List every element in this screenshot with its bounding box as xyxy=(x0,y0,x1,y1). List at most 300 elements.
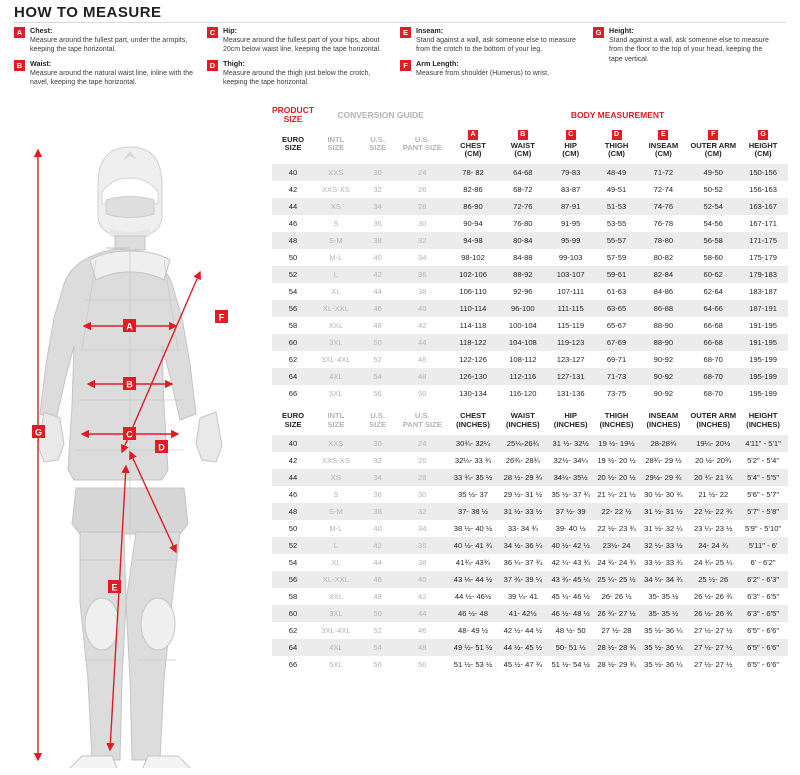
cell-value: 31 ½- 33 ½ xyxy=(503,506,543,516)
legend-badge-icon: F xyxy=(400,60,411,71)
cm-cell-5-4 xyxy=(447,249,499,266)
cell-value: 48 xyxy=(373,591,382,601)
cm-cell-10-6 xyxy=(547,334,595,351)
cell-value: 110-114 xyxy=(459,304,487,314)
in-cell-5-9 xyxy=(688,520,738,537)
cm-cell-13-9 xyxy=(688,385,738,402)
column-label: U.S. PANT SIZE xyxy=(402,411,442,429)
cell-value: XXL xyxy=(328,321,344,331)
in-cell-1-3 xyxy=(397,452,447,469)
legend-badge-icon: B xyxy=(14,60,25,71)
cell-value: 6'3" - 6'5" xyxy=(747,608,780,618)
cell-value: 64-66 xyxy=(703,304,723,314)
cm-cell-4-9 xyxy=(688,232,738,249)
cm-cell-13-4 xyxy=(447,385,499,402)
cm-cell-4-0 xyxy=(272,232,314,249)
cell-value: 43 ¼- 44 ½ xyxy=(453,574,493,584)
cm-cell-12-4 xyxy=(447,368,499,385)
cell-value: 50 xyxy=(373,338,382,348)
in-cell-7-5 xyxy=(499,554,547,571)
cell-value: 80-84 xyxy=(513,236,533,246)
cell-value: 19¼- 20½ xyxy=(696,438,731,448)
cell-value: 62-64 xyxy=(703,287,723,297)
in-cell-4-6 xyxy=(547,503,595,520)
in-cell-4-9 xyxy=(688,503,738,520)
cm-cell-5-5 xyxy=(499,249,547,266)
cell-value: 42 xyxy=(373,270,382,280)
cell-value: 80-82 xyxy=(653,253,674,263)
in-cell-0-10 xyxy=(738,435,788,452)
in-cell-2-7 xyxy=(595,469,639,486)
cell-value: 50 xyxy=(288,253,298,263)
in-cell-7-7 xyxy=(595,554,639,571)
legend-term: Height: xyxy=(609,26,634,35)
cell-value: 62 xyxy=(288,625,298,635)
in-cell-10-10 xyxy=(738,605,788,622)
legend-description: Stand against a wall, ask someone else to measure from the crotch to the bottom of your leg. xyxy=(416,37,576,54)
cell-value: 72-76 xyxy=(513,202,533,212)
in-cell-6-5 xyxy=(499,537,547,554)
cell-value: 33 ¾- 35 ½ xyxy=(453,472,493,482)
cell-value: 126-130 xyxy=(459,372,487,382)
cell-value: 58 xyxy=(288,321,298,331)
table-row xyxy=(272,385,788,402)
cell-value: 37 ¾- 39 ¼ xyxy=(503,574,543,584)
in-cell-13-9 xyxy=(688,656,738,673)
cell-value: 72-74 xyxy=(653,185,674,195)
table-row xyxy=(272,300,788,317)
cell-value: 46 xyxy=(288,219,298,229)
legend-column xyxy=(207,26,400,92)
in-cell-12-6 xyxy=(547,639,595,656)
cell-value: 38 ½- 40 ½ xyxy=(453,523,493,533)
in-cell-13-1 xyxy=(314,656,358,673)
cell-value: 6'5" - 6'6" xyxy=(747,659,780,669)
cell-value: 35 ½- 36 ¼ xyxy=(644,659,683,669)
cell-value: 46 xyxy=(418,355,427,365)
cm-cell-9-5 xyxy=(499,317,547,334)
in-cell-1-6 xyxy=(547,452,595,469)
cell-value: XS xyxy=(330,202,341,212)
column-label: HEIGHT (INCHES) xyxy=(746,411,780,429)
cell-value: M-L xyxy=(329,253,343,263)
in-cell-7-2 xyxy=(358,554,398,571)
in-cell-8-7 xyxy=(595,571,639,588)
cm-cell-11-4 xyxy=(447,351,499,368)
cell-value: 32 xyxy=(418,236,427,246)
cm-cell-7-8 xyxy=(638,283,688,300)
mannequin-figure xyxy=(10,100,260,768)
cm-cell-13-0 xyxy=(272,385,314,402)
cm-cell-6-8 xyxy=(638,266,688,283)
cm-cell-3-6 xyxy=(547,215,595,232)
helmet-illustration xyxy=(98,147,162,240)
in-cell-11-7 xyxy=(595,622,639,639)
cell-value: 42 xyxy=(288,185,298,195)
cell-value: 88-90 xyxy=(653,338,674,348)
cell-value: 4XL xyxy=(329,642,343,652)
cell-value: 38 xyxy=(418,557,427,567)
cell-value: 51-53 xyxy=(606,202,627,212)
in-cell-8-9 xyxy=(688,571,738,588)
in-cell-0-6 xyxy=(547,435,595,452)
cell-value: 19 ½- 19½ xyxy=(598,438,635,448)
size-tables xyxy=(272,104,788,673)
cell-value: 52 xyxy=(373,625,382,635)
cell-value: 40 xyxy=(418,574,427,584)
cm-cell-4-6 xyxy=(547,232,595,249)
column-label: THIGH (INCHES) xyxy=(599,411,634,429)
table-row xyxy=(272,283,788,300)
cell-value: 59-61 xyxy=(606,270,627,280)
cell-value: 32½- 34¼ xyxy=(553,455,588,465)
in-cell-9-8 xyxy=(638,588,688,605)
cm-cell-5-3 xyxy=(397,249,447,266)
table-header-row xyxy=(272,408,788,434)
legend-description: Stand against a wall, ask someone else to measure from the floor to the top of your head, keeping the tape vertical. xyxy=(609,37,769,63)
in-cell-9-1 xyxy=(314,588,358,605)
legend-item-e xyxy=(400,26,583,55)
cell-value: 44 xyxy=(373,287,382,297)
legend-badge-icon: G xyxy=(593,27,604,38)
cm-cell-5-6 xyxy=(547,249,595,266)
cm-cell-4-2 xyxy=(358,232,398,249)
page-title: HOW TO MEASURE xyxy=(14,4,162,21)
cm-cell-5-7 xyxy=(595,249,639,266)
cm-cell-0-10 xyxy=(738,164,788,181)
cell-value: 68-70 xyxy=(703,389,723,399)
cm-cell-8-7 xyxy=(595,300,639,317)
in-cell-11-2 xyxy=(358,622,398,639)
cm-cell-4-8 xyxy=(638,232,688,249)
table-row xyxy=(272,639,788,656)
cell-value: 107-111 xyxy=(557,287,585,297)
in-cell-11-1 xyxy=(314,622,358,639)
cell-value: 46 ½- 48 ½ xyxy=(551,608,590,618)
in-cell-1-7 xyxy=(595,452,639,469)
in-header-col-0 xyxy=(272,408,314,434)
in-cell-2-3 xyxy=(397,469,447,486)
cell-value: 3XL xyxy=(329,338,343,348)
svg-text:E: E xyxy=(111,582,118,593)
cm-cell-2-5 xyxy=(499,198,547,215)
cm-cell-2-2 xyxy=(358,198,398,215)
cell-value: 35- 35 ½ xyxy=(648,591,679,601)
in-cell-10-7 xyxy=(595,605,639,622)
cm-cell-11-3 xyxy=(397,351,447,368)
measurement-legend xyxy=(14,26,786,92)
in-cell-4-10 xyxy=(738,503,788,520)
cm-cell-2-8 xyxy=(638,198,688,215)
cell-value: 191-195 xyxy=(749,338,777,348)
in-cell-2-10 xyxy=(738,469,788,486)
cm-cell-3-8 xyxy=(638,215,688,232)
cm-cell-10-10 xyxy=(738,334,788,351)
cell-value: 60-62 xyxy=(703,270,723,280)
cm-cell-2-0 xyxy=(272,198,314,215)
cm-cell-3-0 xyxy=(272,215,314,232)
cell-value: 36 xyxy=(418,540,427,550)
cell-value: 111-115 xyxy=(557,304,584,314)
legend-description: Measure from shoulder (Humerus) to wrist. xyxy=(416,69,550,77)
cell-value: 106-110 xyxy=(459,287,487,297)
in-cell-12-10 xyxy=(738,639,788,656)
in-cell-2-9 xyxy=(688,469,738,486)
in-cell-9-3 xyxy=(397,588,447,605)
cell-value: XXL xyxy=(328,591,344,601)
cm-cell-1-9 xyxy=(688,181,738,198)
cell-value: 32 xyxy=(373,455,382,465)
cell-value: 26 ¾- 27 ½ xyxy=(597,608,636,618)
cell-value: 37- 38 ½ xyxy=(458,506,488,516)
cell-value: 76-80 xyxy=(513,219,533,229)
in-header-col-2 xyxy=(358,408,398,434)
cell-value: 88-90 xyxy=(653,321,674,331)
cm-cell-10-2 xyxy=(358,334,398,351)
in-cell-13-3 xyxy=(397,656,447,673)
cell-value: 103-107 xyxy=(556,270,585,280)
cell-value: 102-106 xyxy=(459,270,487,280)
cell-value: 56 xyxy=(288,304,298,314)
cm-cell-7-2 xyxy=(358,283,398,300)
in-cell-6-7 xyxy=(595,537,639,554)
cm-cell-12-7 xyxy=(595,368,639,385)
cm-cell-1-10 xyxy=(738,181,788,198)
legend-item-d xyxy=(207,59,390,88)
in-cell-2-8 xyxy=(638,469,688,486)
cell-value: 28¾- 29 ½ xyxy=(645,455,682,465)
cell-value: 131-136 xyxy=(556,389,585,399)
cell-value: 163-167 xyxy=(749,202,777,212)
cell-value: 6'3" - 6'5" xyxy=(747,591,780,601)
in-cell-1-0 xyxy=(272,452,314,469)
legend-description: Measure around the natural waist line, inline with the navel, keeping the tape horizontal. xyxy=(30,69,194,87)
cm-cell-8-4 xyxy=(447,300,499,317)
cell-value: 58-60 xyxy=(703,253,723,263)
in-cell-5-8 xyxy=(638,520,688,537)
cell-value: L xyxy=(333,270,338,280)
in-cell-3-1 xyxy=(314,486,358,503)
in-cell-12-5 xyxy=(499,639,547,656)
in-cell-1-10 xyxy=(738,452,788,469)
in-cell-9-4 xyxy=(447,588,499,605)
cm-cell-2-4 xyxy=(447,198,499,215)
column-label: U.S. SIZE xyxy=(369,411,387,429)
cell-value: 5'9" - 5'10" xyxy=(744,523,782,533)
in-cell-3-8 xyxy=(638,486,688,503)
cell-value: 49 ½- 51 ½ xyxy=(453,642,493,652)
cm-cell-4-5 xyxy=(499,232,547,249)
cell-value: 156-163 xyxy=(749,185,777,195)
cell-value: 57-59 xyxy=(606,253,627,263)
cm-header-col-3 xyxy=(397,126,447,164)
cell-value: 52 xyxy=(288,270,298,280)
cell-value: 34 xyxy=(373,202,382,212)
in-cell-8-2 xyxy=(358,571,398,588)
cm-cell-10-8 xyxy=(638,334,688,351)
legend-column xyxy=(400,26,593,92)
in-cell-7-4 xyxy=(447,554,499,571)
cell-value: 31 ½- 31 ½ xyxy=(644,506,683,516)
cell-value: 28 ½- 28 ¾ xyxy=(597,642,636,652)
cell-value: 84-88 xyxy=(513,253,533,263)
in-header-col-7 xyxy=(595,408,639,434)
cm-cell-7-4 xyxy=(447,283,499,300)
title-divider xyxy=(14,22,786,23)
legend-badge-icon: C xyxy=(207,27,218,38)
in-cell-6-6 xyxy=(547,537,595,554)
cm-cell-1-4 xyxy=(447,181,499,198)
group-header-conversion-guide: CONVERSION GUIDE xyxy=(337,109,424,120)
column-label: EURO SIZE xyxy=(282,411,304,429)
cell-value: 167-171 xyxy=(749,219,777,229)
cell-value: 88-92 xyxy=(513,270,533,280)
cm-cell-9-4 xyxy=(447,317,499,334)
cell-value: 46 xyxy=(288,489,298,499)
cell-value: S xyxy=(333,219,339,229)
cell-value: 76-78 xyxy=(653,219,674,229)
cell-value: 179-183 xyxy=(749,270,777,280)
cell-value: XL xyxy=(331,287,341,297)
cell-value: 66-68 xyxy=(703,338,723,348)
cell-value: 51 ½- 53 ½ xyxy=(453,659,493,669)
column-label: CHEST (CM) xyxy=(460,140,486,159)
cell-value: 54 xyxy=(288,287,298,297)
cm-cell-10-5 xyxy=(499,334,547,351)
cm-cell-12-5 xyxy=(499,368,547,385)
in-cell-3-2 xyxy=(358,486,398,503)
in-cell-10-5 xyxy=(499,605,547,622)
cell-value: 6'5" - 6'6" xyxy=(747,625,780,635)
cell-value: 60 xyxy=(288,338,298,348)
group-header-product-size: PRODUCT SIZE xyxy=(272,105,315,125)
cell-value: 187-191 xyxy=(749,304,777,314)
in-cell-0-2 xyxy=(358,435,398,452)
cm-header-col-7 xyxy=(595,126,639,164)
cm-cell-7-1 xyxy=(314,283,358,300)
cm-cell-12-6 xyxy=(547,368,595,385)
cell-value: 21 ½- 22 xyxy=(698,489,729,499)
cell-value: 50 xyxy=(288,523,298,533)
cell-value: 118-122 xyxy=(459,338,487,348)
cm-cell-1-7 xyxy=(595,181,639,198)
in-cell-3-5 xyxy=(499,486,547,503)
in-cell-0-8 xyxy=(638,435,688,452)
in-cell-0-9 xyxy=(688,435,738,452)
cell-value: 50- 51 ½ xyxy=(555,642,586,652)
cell-value: 3XL xyxy=(329,608,343,618)
cm-cell-13-5 xyxy=(499,385,547,402)
in-cell-0-7 xyxy=(595,435,639,452)
in-cell-8-5 xyxy=(499,571,547,588)
cm-cell-5-9 xyxy=(688,249,738,266)
column-label: THIGH (CM) xyxy=(604,140,629,159)
in-cell-8-6 xyxy=(547,571,595,588)
cell-value: 195-199 xyxy=(749,372,777,382)
in-cell-12-9 xyxy=(688,639,738,656)
cell-value: 44 xyxy=(373,557,382,567)
in-header-col-10 xyxy=(738,408,788,434)
cm-cell-7-3 xyxy=(397,283,447,300)
cell-value: 33 ½- 33 ¾ xyxy=(644,557,683,567)
cell-value: 150-156 xyxy=(749,168,777,178)
cell-value: 98-102 xyxy=(461,253,485,263)
legend-term: Thigh: xyxy=(223,58,245,68)
cm-cell-10-0 xyxy=(272,334,314,351)
table-row xyxy=(272,164,788,181)
cell-value: 26¾- 28¾ xyxy=(505,455,540,465)
cell-value: 52 xyxy=(373,355,382,365)
cell-value: 21 ¼- 21 ½ xyxy=(597,489,636,499)
cell-value: 183-187 xyxy=(749,287,777,297)
in-cell-0-4 xyxy=(447,435,499,452)
cm-cell-10-4 xyxy=(447,334,499,351)
cm-cell-3-7 xyxy=(595,215,639,232)
in-cell-13-10 xyxy=(738,656,788,673)
cm-cell-2-10 xyxy=(738,198,788,215)
in-cell-9-0 xyxy=(272,588,314,605)
cell-value: 44 xyxy=(288,202,298,212)
cell-value: 28 ½- 29 ¾ xyxy=(597,659,636,669)
cell-value: 48 xyxy=(373,321,382,331)
cm-cell-10-9 xyxy=(688,334,738,351)
cell-value: 46 xyxy=(373,574,382,584)
legend-item-c xyxy=(207,26,390,55)
cm-cell-13-6 xyxy=(547,385,595,402)
table-row xyxy=(272,554,788,571)
cell-value: 22 ½- 23 ¾ xyxy=(597,523,636,533)
in-cell-5-6 xyxy=(547,520,595,537)
column-label: INTL SIZE xyxy=(327,411,345,429)
in-header-col-6 xyxy=(547,408,595,434)
cell-value: XS xyxy=(330,472,341,482)
cm-cell-12-8 xyxy=(638,368,688,385)
in-cell-4-5 xyxy=(499,503,547,520)
in-cell-3-4 xyxy=(447,486,499,503)
cell-value: 42 xyxy=(373,540,382,550)
in-cell-8-0 xyxy=(272,571,314,588)
in-cell-9-7 xyxy=(595,588,639,605)
cm-cell-8-6 xyxy=(547,300,595,317)
cell-value: 35 ½- 37 ¾ xyxy=(551,489,590,499)
in-cell-4-2 xyxy=(358,503,398,520)
legend-column xyxy=(14,26,207,92)
cell-value: 45 ¼- 46 ½ xyxy=(551,591,590,601)
cell-value: 5XL xyxy=(329,659,343,669)
cell-value: 56-58 xyxy=(703,236,723,246)
cell-value: 34 ¼- 34 ¾ xyxy=(644,574,683,584)
cell-value: 54 xyxy=(288,557,298,567)
in-cell-3-0 xyxy=(272,486,314,503)
cell-value: 68-70 xyxy=(703,372,723,382)
cm-header-col-2 xyxy=(358,126,398,164)
cell-value: 26- 26 ½ xyxy=(601,591,632,601)
cell-value: XL xyxy=(331,557,341,567)
cm-cell-7-9 xyxy=(688,283,738,300)
cell-value: 20 ¾- 21 ¼ xyxy=(693,472,733,482)
in-cell-0-5 xyxy=(499,435,547,452)
legend-text xyxy=(416,26,583,55)
cm-cell-12-0 xyxy=(272,368,314,385)
cm-cell-6-7 xyxy=(595,266,639,283)
cell-value: 24 xyxy=(418,168,427,178)
header-badge-icon: E xyxy=(658,130,668,140)
cm-cell-8-10 xyxy=(738,300,788,317)
column-label: EURO SIZE xyxy=(282,134,304,153)
cell-value: 41- 42½ xyxy=(508,608,537,618)
table-row xyxy=(272,198,788,215)
cell-value: 56 xyxy=(288,574,298,584)
